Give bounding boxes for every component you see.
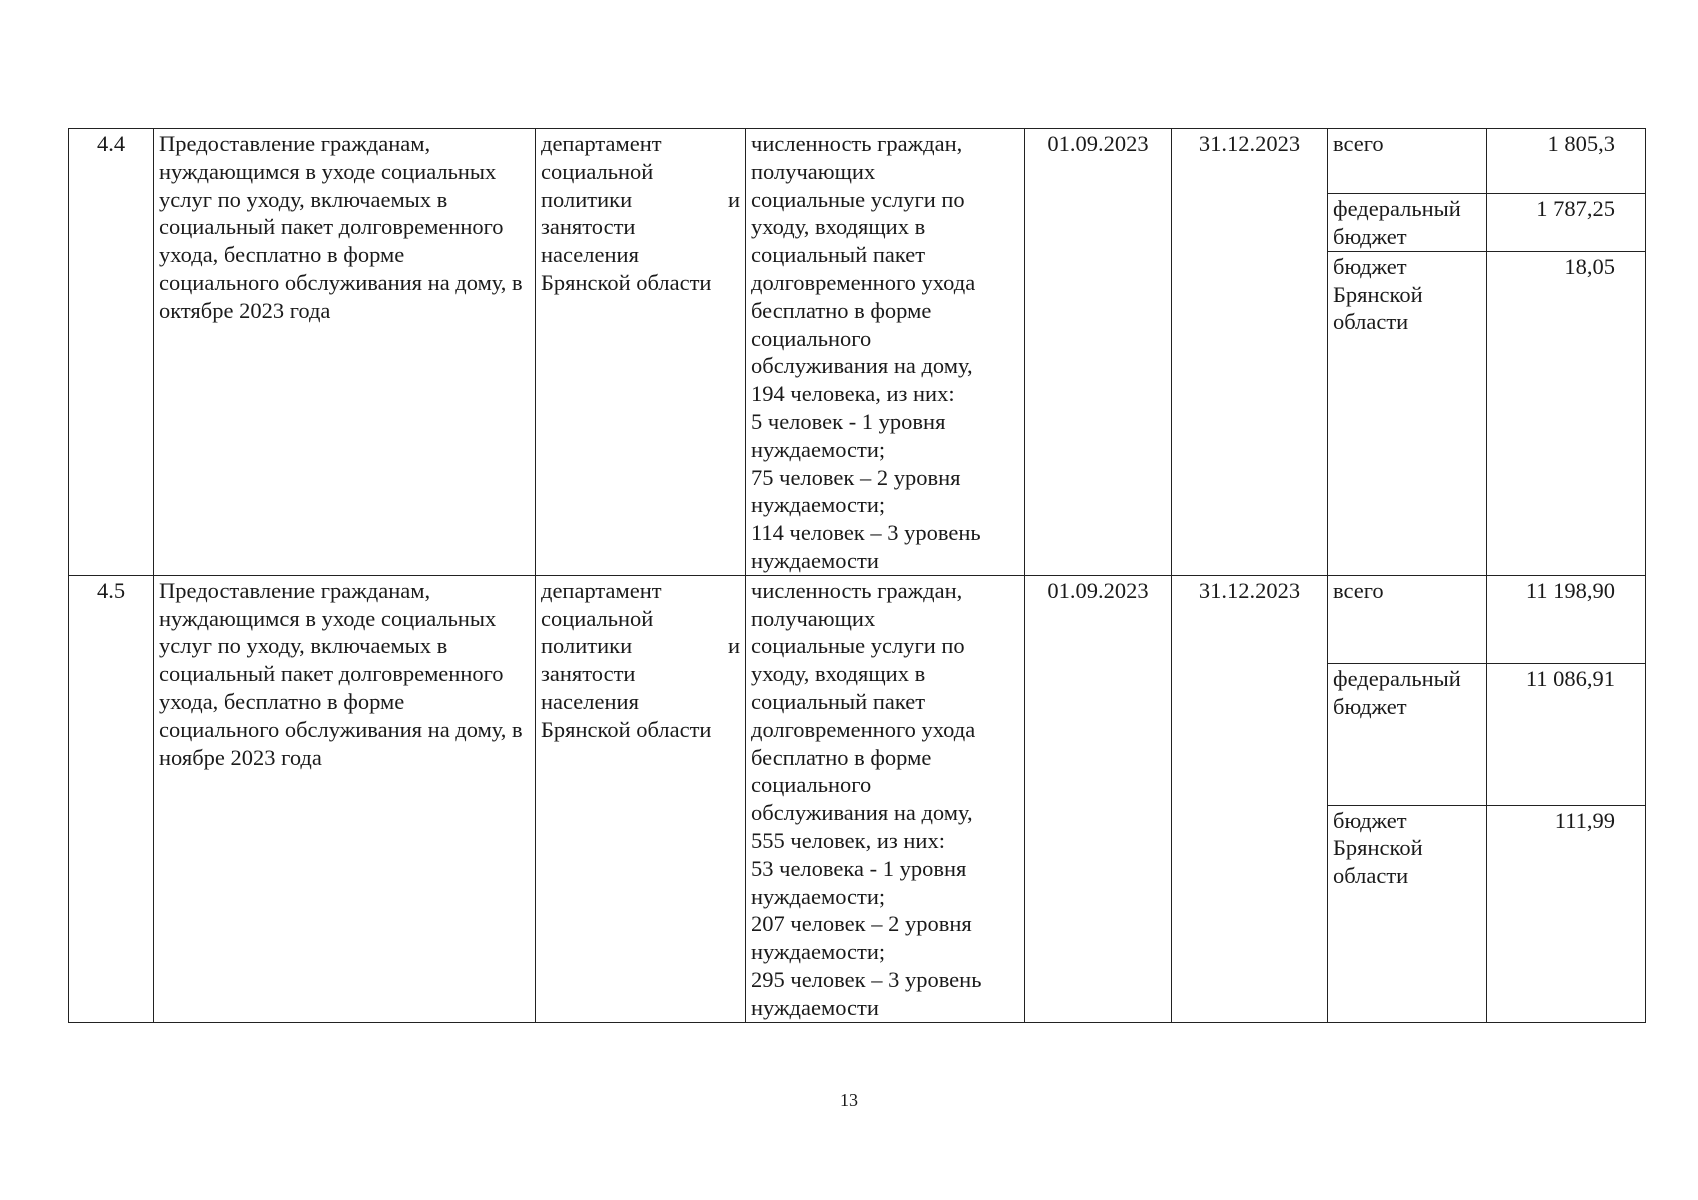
indicator-line: уходу, входящих в — [751, 214, 926, 240]
table-row — [69, 575, 1646, 663]
dept-line: населения — [541, 688, 639, 714]
dept-line: социальной — [541, 158, 654, 184]
dept-line: занятости — [541, 214, 636, 240]
dept-line: департамент — [541, 577, 662, 603]
indicator-line: 75 человек – 2 уровня — [751, 464, 961, 490]
indicator-line: 5 человек - 1 уровня — [751, 408, 946, 434]
indicator-line: численность граждан, — [751, 577, 963, 603]
dept-line — [541, 632, 740, 660]
activity-description: Предоставление гражданам, нуждающимся в уходе социальных услуг по уходу, включаемых в социальный пакет долговременного ухода, бесплатно в форме социального обслуживания на дому, в октябре 2023 года — [154, 129, 536, 576]
indicator-line: обслуживания на дому, — [751, 353, 973, 379]
indicator-cell — [746, 575, 1025, 1022]
indicator-line: 114 человек – 3 уровень — [751, 520, 981, 546]
indicator-line: социальные услуги по — [751, 186, 965, 212]
indicator-line: долговременного ухода — [751, 269, 976, 295]
dept-line: населения — [541, 242, 639, 268]
indicator-line: получающих — [751, 605, 876, 631]
responsible-department — [536, 575, 746, 1022]
funding-source-label: всего — [1328, 575, 1487, 663]
indicator-line: социальные услуги по — [751, 633, 965, 659]
funding-source-label: бюджет Брянской области — [1328, 805, 1487, 1022]
indicator-cell — [746, 129, 1025, 576]
dept-line: Брянской области — [541, 716, 712, 742]
funding-amount: 11 086,91 — [1487, 664, 1646, 806]
dept-word: и — [727, 186, 740, 212]
dept-line: Брянской области — [541, 269, 712, 295]
indicator-line: уходу, входящих в — [751, 661, 926, 687]
activity-description: Предоставление гражданам, нуждающимся в уходе социальных услуг по уходу, включаемых в социальный пакет долговременного ухода, бесплатно в форме социального обслуживания на дому, в ноябре 2023 года — [154, 575, 536, 1022]
dept-word: политики — [541, 633, 633, 659]
indicator-line: 207 человек – 2 уровня — [751, 911, 972, 937]
dept-word: политики — [541, 186, 633, 212]
indicator-line: социальный пакет — [751, 688, 926, 714]
indicator-line: социальный пакет — [751, 242, 926, 268]
funding-source-label: всего — [1328, 129, 1487, 194]
activities-table — [68, 128, 1646, 1023]
funding-source-label: федеральный бюджет — [1328, 664, 1487, 806]
indicator-line: социального — [751, 325, 872, 351]
indicator-line: нуждаемости; — [751, 492, 886, 518]
funding-amount: 18,05 — [1487, 251, 1646, 575]
start-date: 01.09.2023 — [1025, 129, 1172, 576]
page-number: 13 — [840, 1090, 858, 1110]
row-number: 4.4 — [69, 129, 154, 576]
end-date: 31.12.2023 — [1172, 575, 1328, 1022]
funding-amount: 111,99 — [1487, 805, 1646, 1022]
end-date: 31.12.2023 — [1172, 129, 1328, 576]
funding-source-label: федеральный бюджет — [1328, 194, 1487, 252]
row-number: 4.5 — [69, 575, 154, 1022]
indicator-line: 555 человек, из них: — [751, 827, 945, 853]
start-date: 01.09.2023 — [1025, 575, 1172, 1022]
table-row — [69, 129, 1646, 194]
indicator-line: бесплатно в форме — [751, 744, 932, 770]
funding-amount: 1 787,25 — [1487, 194, 1646, 252]
indicator-line: нуждаемости; — [751, 883, 886, 909]
funding-amount: 1 805,3 — [1487, 129, 1646, 194]
dept-line: департамент — [541, 131, 662, 156]
indicator-line: 53 человека - 1 уровня — [751, 855, 967, 881]
indicator-line: социального — [751, 772, 872, 798]
indicator-line: нуждаемости; — [751, 436, 886, 462]
indicator-line: получающих — [751, 158, 876, 184]
indicator-line: обслуживания на дому, — [751, 800, 973, 826]
funding-amount: 11 198,90 — [1487, 575, 1646, 663]
indicator-line: численность граждан, — [751, 131, 963, 156]
responsible-department — [536, 129, 746, 576]
dept-line: занятости — [541, 661, 636, 687]
dept-line — [541, 186, 740, 214]
indicator-line: долговременного ухода — [751, 716, 976, 742]
funding-source-label: бюджет Брянской области — [1328, 251, 1487, 575]
indicator-line: 295 человек – 3 уровень — [751, 966, 982, 992]
indicator-line: нуждаемости; — [751, 939, 886, 965]
indicator-line: бесплатно в форме — [751, 297, 932, 323]
dept-word: и — [727, 633, 740, 659]
indicator-line: 194 человека, из них: — [751, 381, 955, 407]
indicator-line: нуждаемости — [751, 994, 879, 1020]
indicator-line: нуждаемости — [751, 547, 879, 573]
dept-line: социальной — [541, 605, 654, 631]
